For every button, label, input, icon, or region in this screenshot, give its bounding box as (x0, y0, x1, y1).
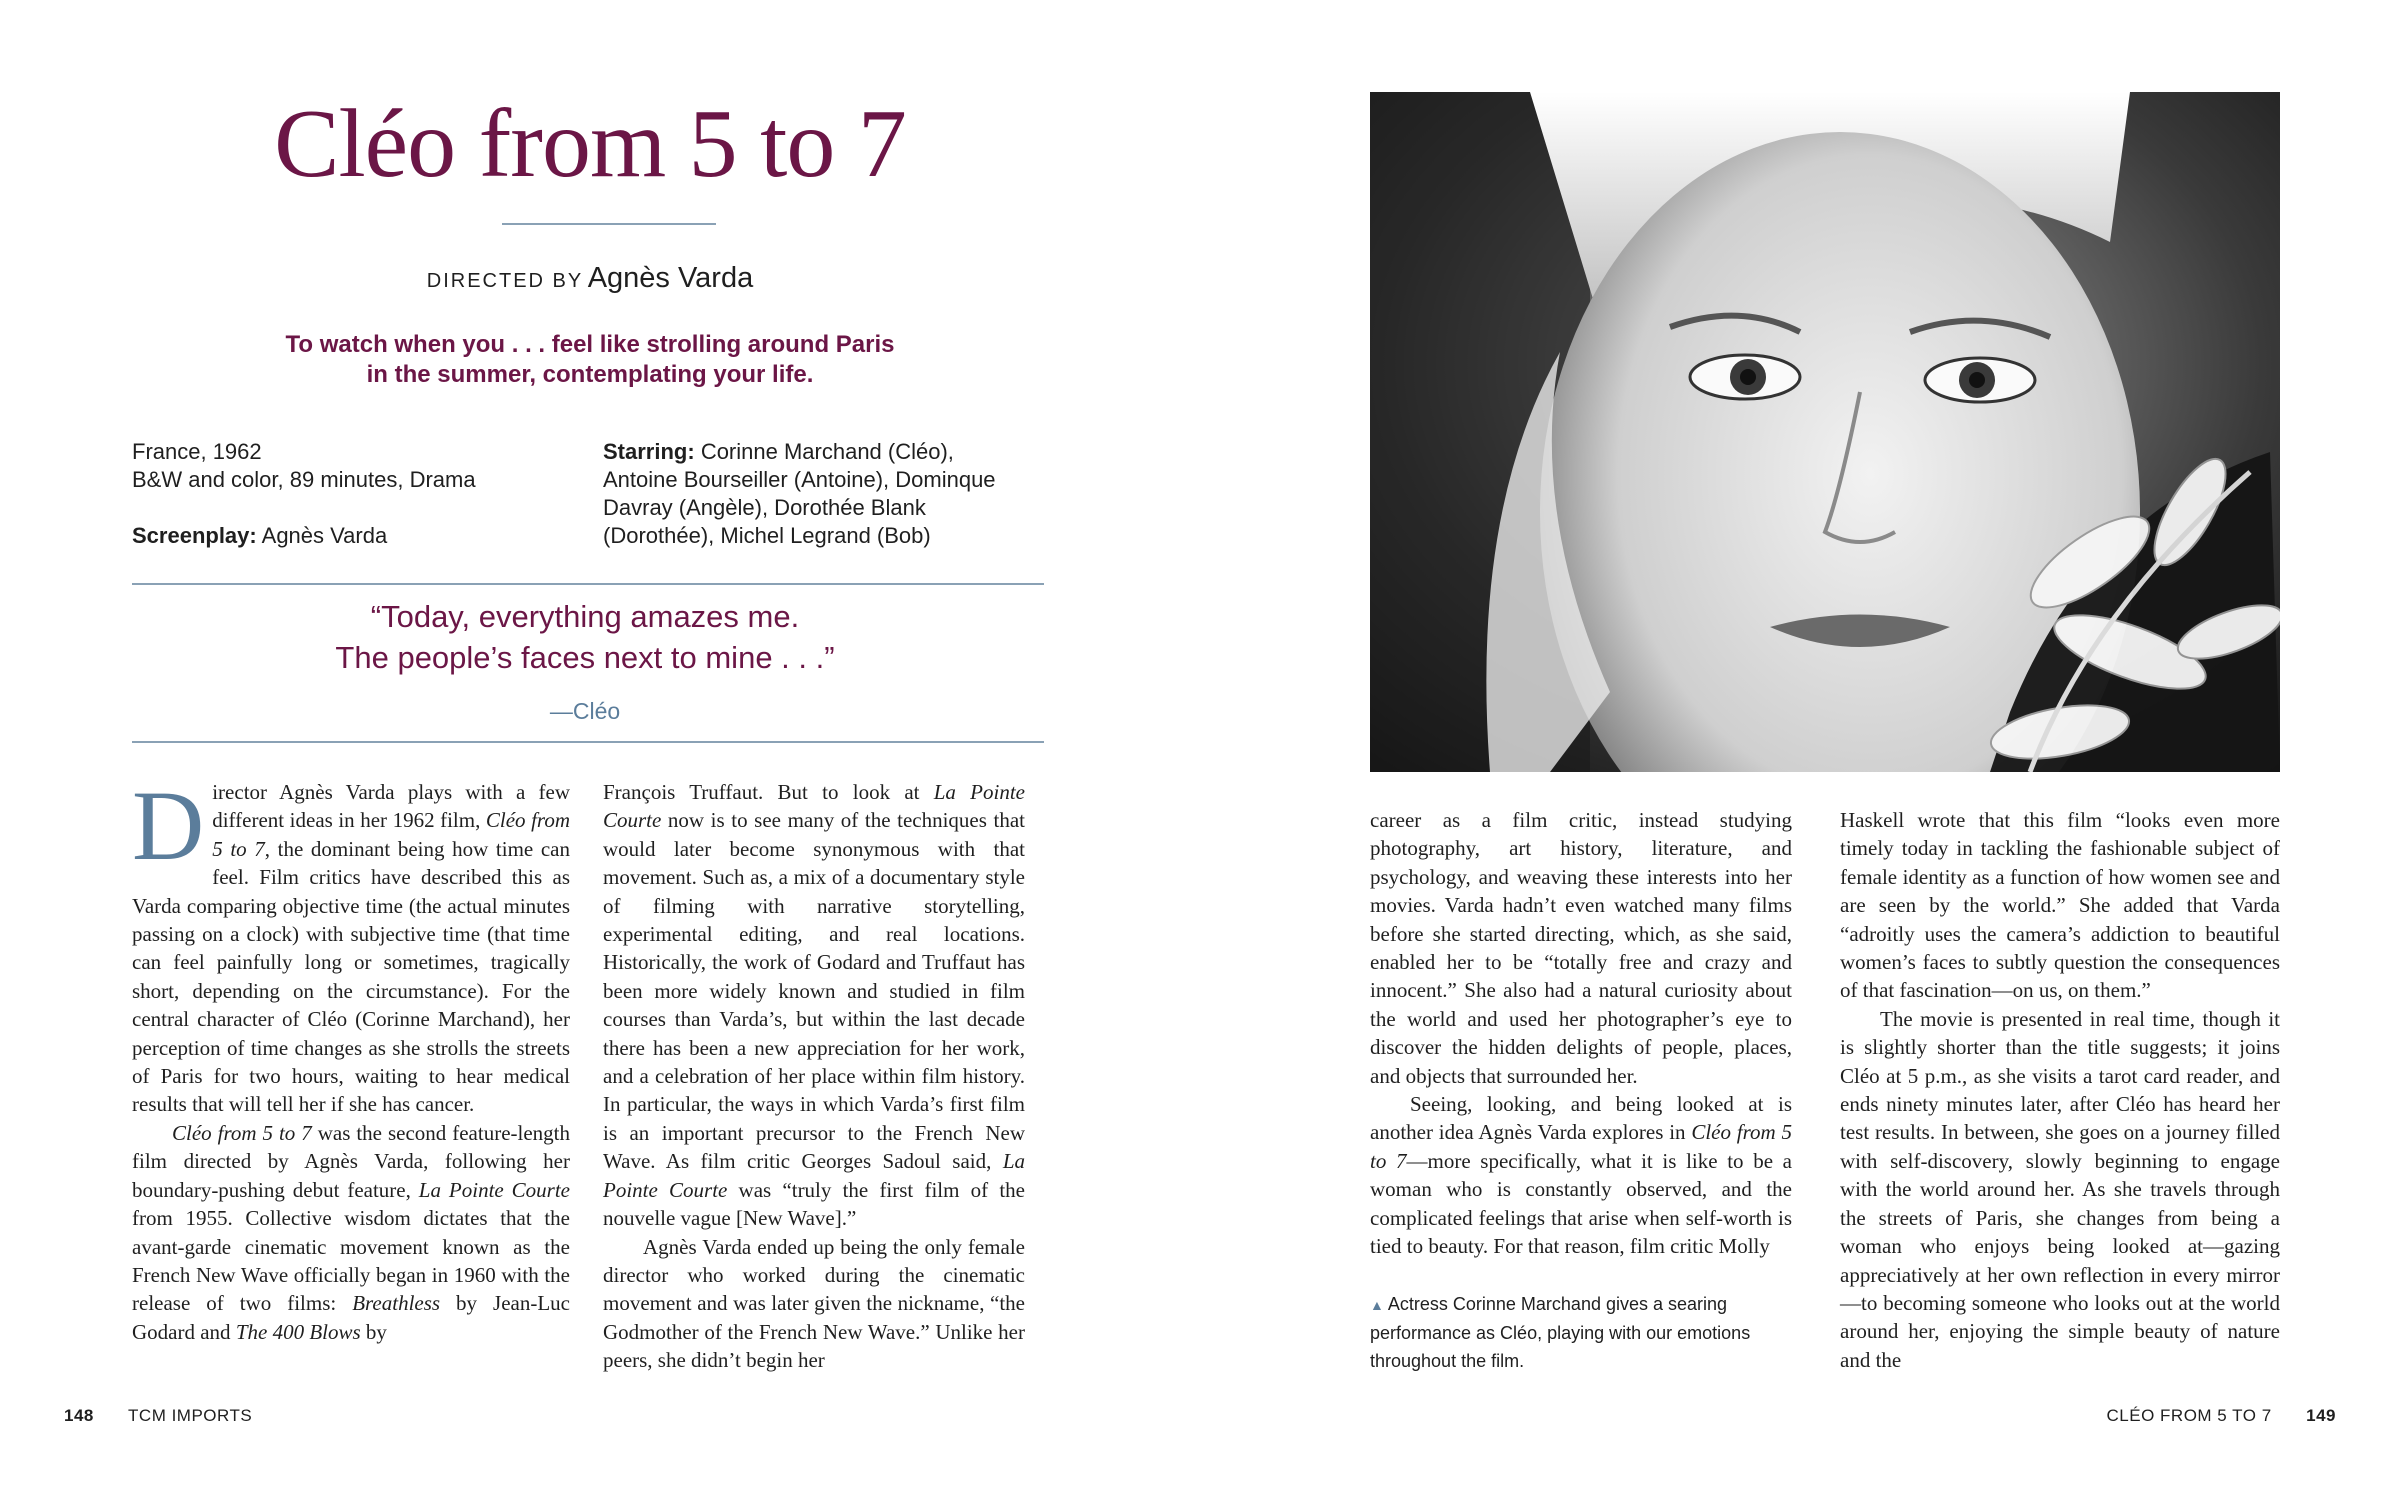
watch-line-1: To watch when you . . . feel like strolling around Paris (285, 331, 895, 358)
starring-value: Corinne Marchand (Cléo), Antoine Bourseiller (Antoine), Dominque Davray (Angèle), Dorothée Blank (Dorothée), Michel Legrand (Bob) (603, 439, 996, 548)
page-title: Cléo from 5 to 7 (274, 90, 906, 198)
section-label-right: CLÉO FROM 5 TO 7 (2106, 1406, 2272, 1425)
film-meta-left (132, 438, 572, 550)
col3-paragraph-2: Seeing, looking, and being looked at is another idea Agnès Varda explores in Cléo from 5 to 7—more specifically, what it is like to be a woman who is constantly observed, and the complicated feelings that arise when self-worth is tied to beauty. For that reason, film critic Molly (1370, 1092, 1793, 1259)
body-column-1 (132, 770, 570, 1346)
quote-line-1: “Today, everything amazes me. (370, 599, 800, 634)
body-column-3 (1370, 806, 1792, 1261)
folio-right (2107, 1406, 2336, 1426)
watch-line-2: in the summer, contemplating your life. (366, 361, 814, 388)
director-name: Agnès Varda (587, 262, 754, 294)
portrait-image (1370, 92, 2280, 772)
quote-rule-bottom (132, 741, 1044, 743)
drop-cap: D (132, 770, 205, 881)
pull-quote (130, 596, 1040, 678)
right-page (1200, 0, 2400, 1485)
watch-when (180, 330, 1000, 390)
photo-caption (1370, 1290, 1810, 1375)
quote-attribution: —Cléo (549, 698, 621, 724)
col2-paragraph-1: François Truffaut. But to look at La Pointe Courte now is to see many of the techniques that would later become synonymous with that movement. Such as, a mix of a documentary style of filming with narrative storytelling, experimental editing, and real locations. Historically, the work of Godard and Truffaut has been more widely known and studied in film courses than Varda’s, but within the last decade there has been a new appreciation for her work, and a celebration of her place within film history. In particular, the ways in which Varda’s first film is an important precursor to the French New Wave. As film critic Georges Sadoul said, La Pointe Courte was “truly the first film of the nouvelle vague [New Wave].” (603, 780, 1026, 1231)
col1-paragraph-1: Director Agnès Varda plays with a few different ideas in her 1962 film, Cléo from 5 to 7, the dominant being how time can feel. Film critics have described this as Varda comparing objective time (the actual minutes passing on a clock) with subjective time (that time can feel painfully long or sometimes, tragically short, depending on the circumstance). For the central character of Cléo (Corinne Marchand), her perception of time changes as she strolls the streets of Paris for two hours, waiting to hear medical results that will tell her if she has cancer. (132, 770, 570, 1117)
caption-text: Actress Corinne Marchand gives a searing performance as Cléo, playing with our emotions throughout the film. (1370, 1294, 1751, 1371)
title-divider (502, 223, 716, 225)
quote-line-2: The people’s faces next to mine . . .” (335, 640, 835, 675)
quote-rule-top (132, 583, 1044, 585)
col1-paragraph-2: Cléo from 5 to 7 was the second feature-length film directed by Agnès Varda, following her boundary-pushing debut feature, La Pointe Courte from 1955. Collective wisdom dictates that the avant-garde cinematic movement known as the French New Wave officially began in 1960 with the release of two films: Breathless by Jean-Luc Godard and The 400 Blows by (132, 1120, 570, 1344)
meta-country: France, 1962 (132, 439, 262, 464)
directed-by-label: DIRECTED BY (426, 270, 584, 292)
starring-label: Starring: (603, 439, 695, 464)
body-column-2 (603, 778, 1025, 1375)
col3-paragraph-1: career as a film critic, instead studying photography, art history, literature, and psychology, and weaving these interests into her movies. Varda hadn’t even watched many films before she started directing, which, as she said, enabled her to be “totally free and crazy and innocent.” She also had a natural curiosity about the world and used her photographer’s eye to discover the hidden delights of people, places, and objects that surrounded her. (1370, 808, 1792, 1088)
page-number-left: 148 (64, 1406, 94, 1425)
directed-by (0, 262, 1180, 295)
col4-paragraph-1: Haskell wrote that this film “looks even more timely today in tackling the fashionable subject of female identity as a function of how women see and are seen by the world.” She added that Varda “adroitly uses the camera’s addiction to beautiful women’s faces to subtly question the consequences of that fascination—on us, on them.” (1840, 808, 2280, 1003)
meta-screenplay (132, 522, 572, 550)
section-label-left: TCM IMPORTS (128, 1406, 253, 1425)
screenplay-value: Agnès Varda (261, 523, 388, 548)
col2-paragraph-2: Agnès Varda ended up being the only female director who worked during the cinematic movement and was later given the nickname, “the Godmother of the French New Wave.” Unlike her peers, she didn’t begin her (603, 1234, 1025, 1373)
folio-left (64, 1406, 252, 1426)
film-meta-starring (603, 438, 1023, 550)
meta-format: B&W and color, 89 minutes, Drama (132, 467, 476, 492)
caption-triangle-icon: ▲ (1370, 1297, 1384, 1313)
col4-paragraph-2: The movie is presented in real time, though it is slightly shorter than the title suggests; it joins Cléo at 5 p.m., as she visits a tarot card reader, and ends ninety minutes later, after Cléo has heard her test results. In between, she goes on a journey filled with self-discovery, slowly beginning to engage with the world around her. As she travels through the streets of Paris, she changes from being a woman who enjoys being looked at—gazing appreciatively at her own reflection in every mirror—to becoming someone who looks out at the world around her, enjoying the simple beauty of nature and the (1840, 1006, 2280, 1372)
film-still-photo (1370, 92, 2280, 772)
screenplay-label: Screenplay: (132, 523, 257, 548)
body-column-4 (1840, 806, 2280, 1374)
page-number-right: 149 (2306, 1406, 2336, 1425)
